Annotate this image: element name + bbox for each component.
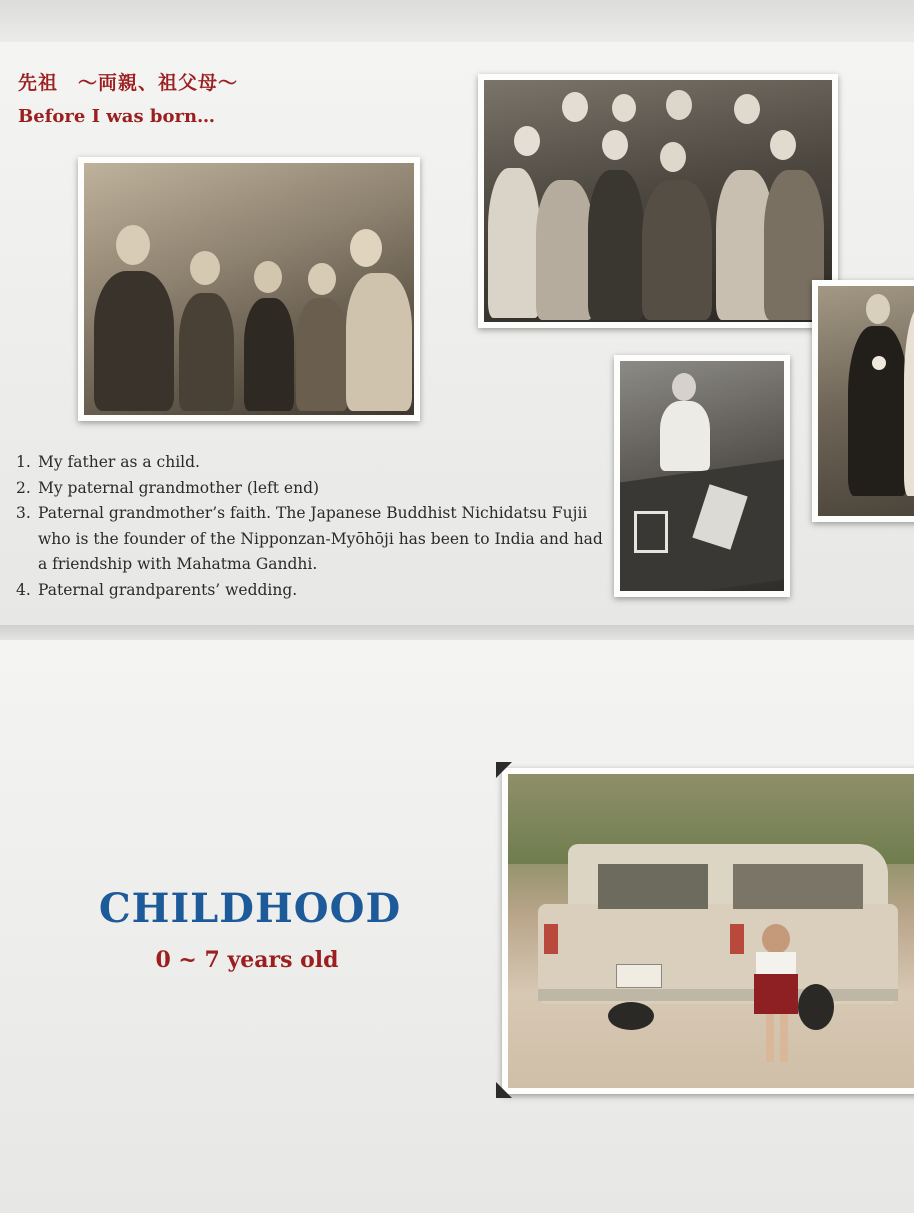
age-range: 0 ~ 7 years old (155, 947, 339, 973)
childhood-title: CHILDHOOD (98, 885, 402, 932)
photo-father-family (78, 157, 420, 421)
caption-number: 3. (16, 504, 31, 522)
caption-item (16, 578, 606, 604)
photo-grandparents-wedding (812, 280, 914, 522)
photo-child-with-car (502, 768, 914, 1094)
slide-subtitle: Before I was born… (18, 106, 216, 127)
slide-title-japanese: 先祖 ～両親、祖父母～ (18, 72, 239, 94)
caption-text: Paternal grandparents’ wedding. (38, 580, 298, 599)
caption-list (16, 450, 606, 603)
caption-text: My paternal grandmother (left end) (38, 478, 320, 497)
photo-nichidatsu-fujii (614, 355, 790, 597)
caption-item (16, 501, 606, 578)
slide-before-i-was-born (0, 42, 914, 625)
caption-number: 4. (16, 580, 31, 599)
caption-text: My father as a child. (38, 453, 200, 471)
slide-separator (0, 625, 914, 640)
caption-item (16, 450, 606, 476)
caption-text: Paternal grandmother’s faith. The Japanese Buddhist Nichidatsu Fujii who is the founder of the Nipponzan-Myōhōji has been to India and had a friendship with Mahatma Gandhi. (38, 504, 603, 573)
caption-number: 1. (16, 453, 31, 471)
caption-number: 2. (16, 478, 31, 497)
caption-item (16, 476, 606, 502)
top-band (0, 0, 914, 42)
photo-grandmother-group (478, 74, 838, 328)
slide-childhood (0, 640, 914, 1213)
